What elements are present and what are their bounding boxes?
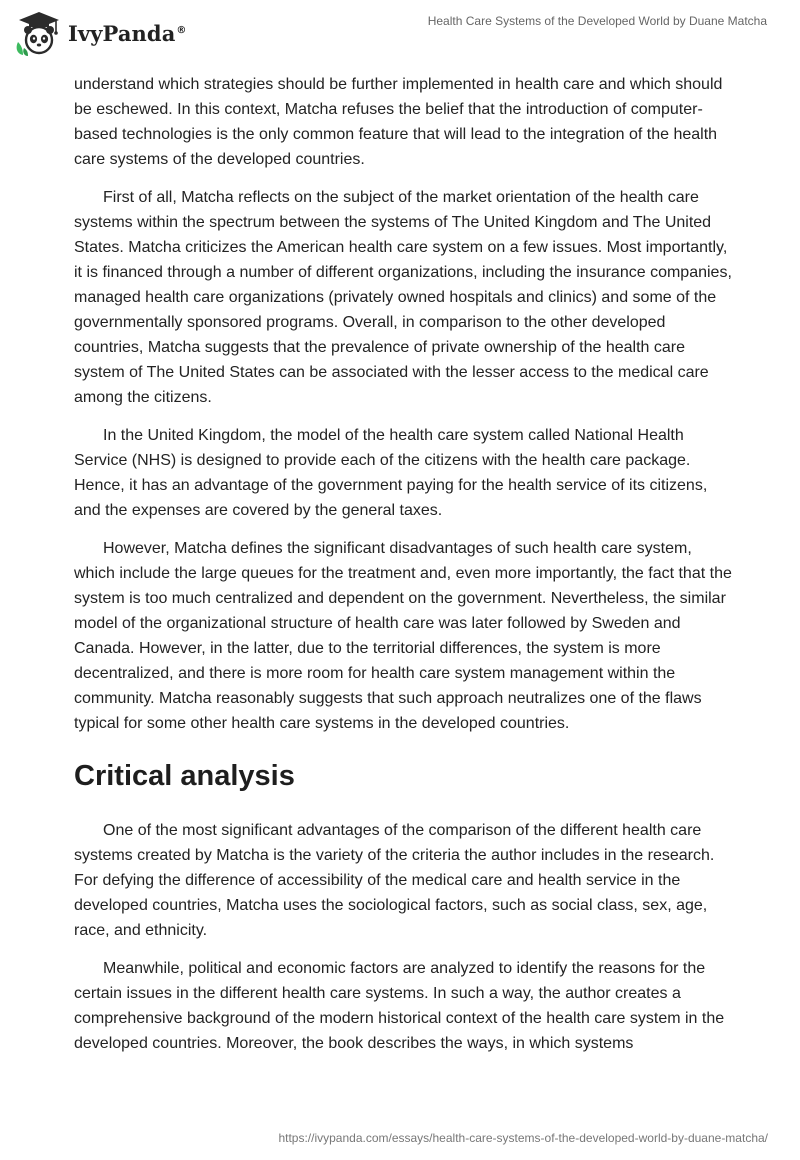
brand-name: IvyPanda® <box>68 20 187 46</box>
panda-graduate-icon <box>14 8 64 58</box>
paragraph: However, Matcha defines the significant disadvantages of such health care system, which include the large queues for the treatment and, even more importantly, the fact that the system is too much centralized and dependent on the government. Nevertheless, the similar model of the organizational structure of health care was later followed by Sweden and Canada. However, in the latter, due to the territorial differences, the system is more decentralized, and there is more room for health care system management within the community. Matcha reasonably suggests that such approach neutralizes one of the flaws typical for some other health care systems in the developed countries. <box>74 540 732 732</box>
registered-mark: ® <box>176 24 187 36</box>
paragraph: First of all, Matcha reflects on the subject of the market orientation of the health care systems within the spectrum between the systems of The United Kingdom and The United States. Matcha criticizes the American health care system on a few issues. Most importantly, it is financed through a number of different organizations, including the insurance companies, managed health care organizations (privately owned hospitals and clinics) and some of the governmentally sponsored programs. Overall, in comparison to the other developed countries, Matcha suggests that the prevalence of private ownership of the health care system of The United States can be associated with the lesser access to the medical care among the citizens. <box>74 189 732 406</box>
document-title: Health Care Systems of the Developed World by Duane Matcha <box>427 14 767 28</box>
essay-body <box>74 72 734 1069</box>
page-header <box>0 0 800 66</box>
paragraph: One of the most significant advantages of the comparison of the different health care systems created by Matcha is the variety of the criteria the author includes in the research. For defying the difference of accessibility of the medical care and health service in the developed countries, Matcha uses the sociological factors, such as social class, sex, age, race, and ethnicity. <box>74 822 715 939</box>
section-heading: Critical analysis <box>74 760 295 792</box>
paragraph: In the United Kingdom, the model of the health care system called National Health Service (NHS) is designed to provide each of the citizens with the health care package. Hence, it has an advantage of the government paying for the health service of its citizens, and the expenses are covered by the general taxes. <box>74 427 708 519</box>
source-url[interactable]: https://ivypanda.com/essays/health-care-systems-of-the-developed-world-by-duane-matcha/ <box>278 1131 768 1145</box>
paragraph: Meanwhile, political and economic factors are analyzed to identify the reasons for the certain issues in the different health care systems. In such a way, the author creates a comprehensive background of the modern historical context of the health care system in the developed countries. Moreover, the book describes the ways, in which systems <box>74 960 725 1052</box>
paragraph: understand which strategies should be further implemented in health care and which should be eschewed. In this context, Matcha refuses the belief that the introduction of computer-based technologies is the only common feature that will lead to the integration of the health care systems of the developed countries. <box>74 76 723 168</box>
ivypanda-logo[interactable] <box>14 8 187 58</box>
